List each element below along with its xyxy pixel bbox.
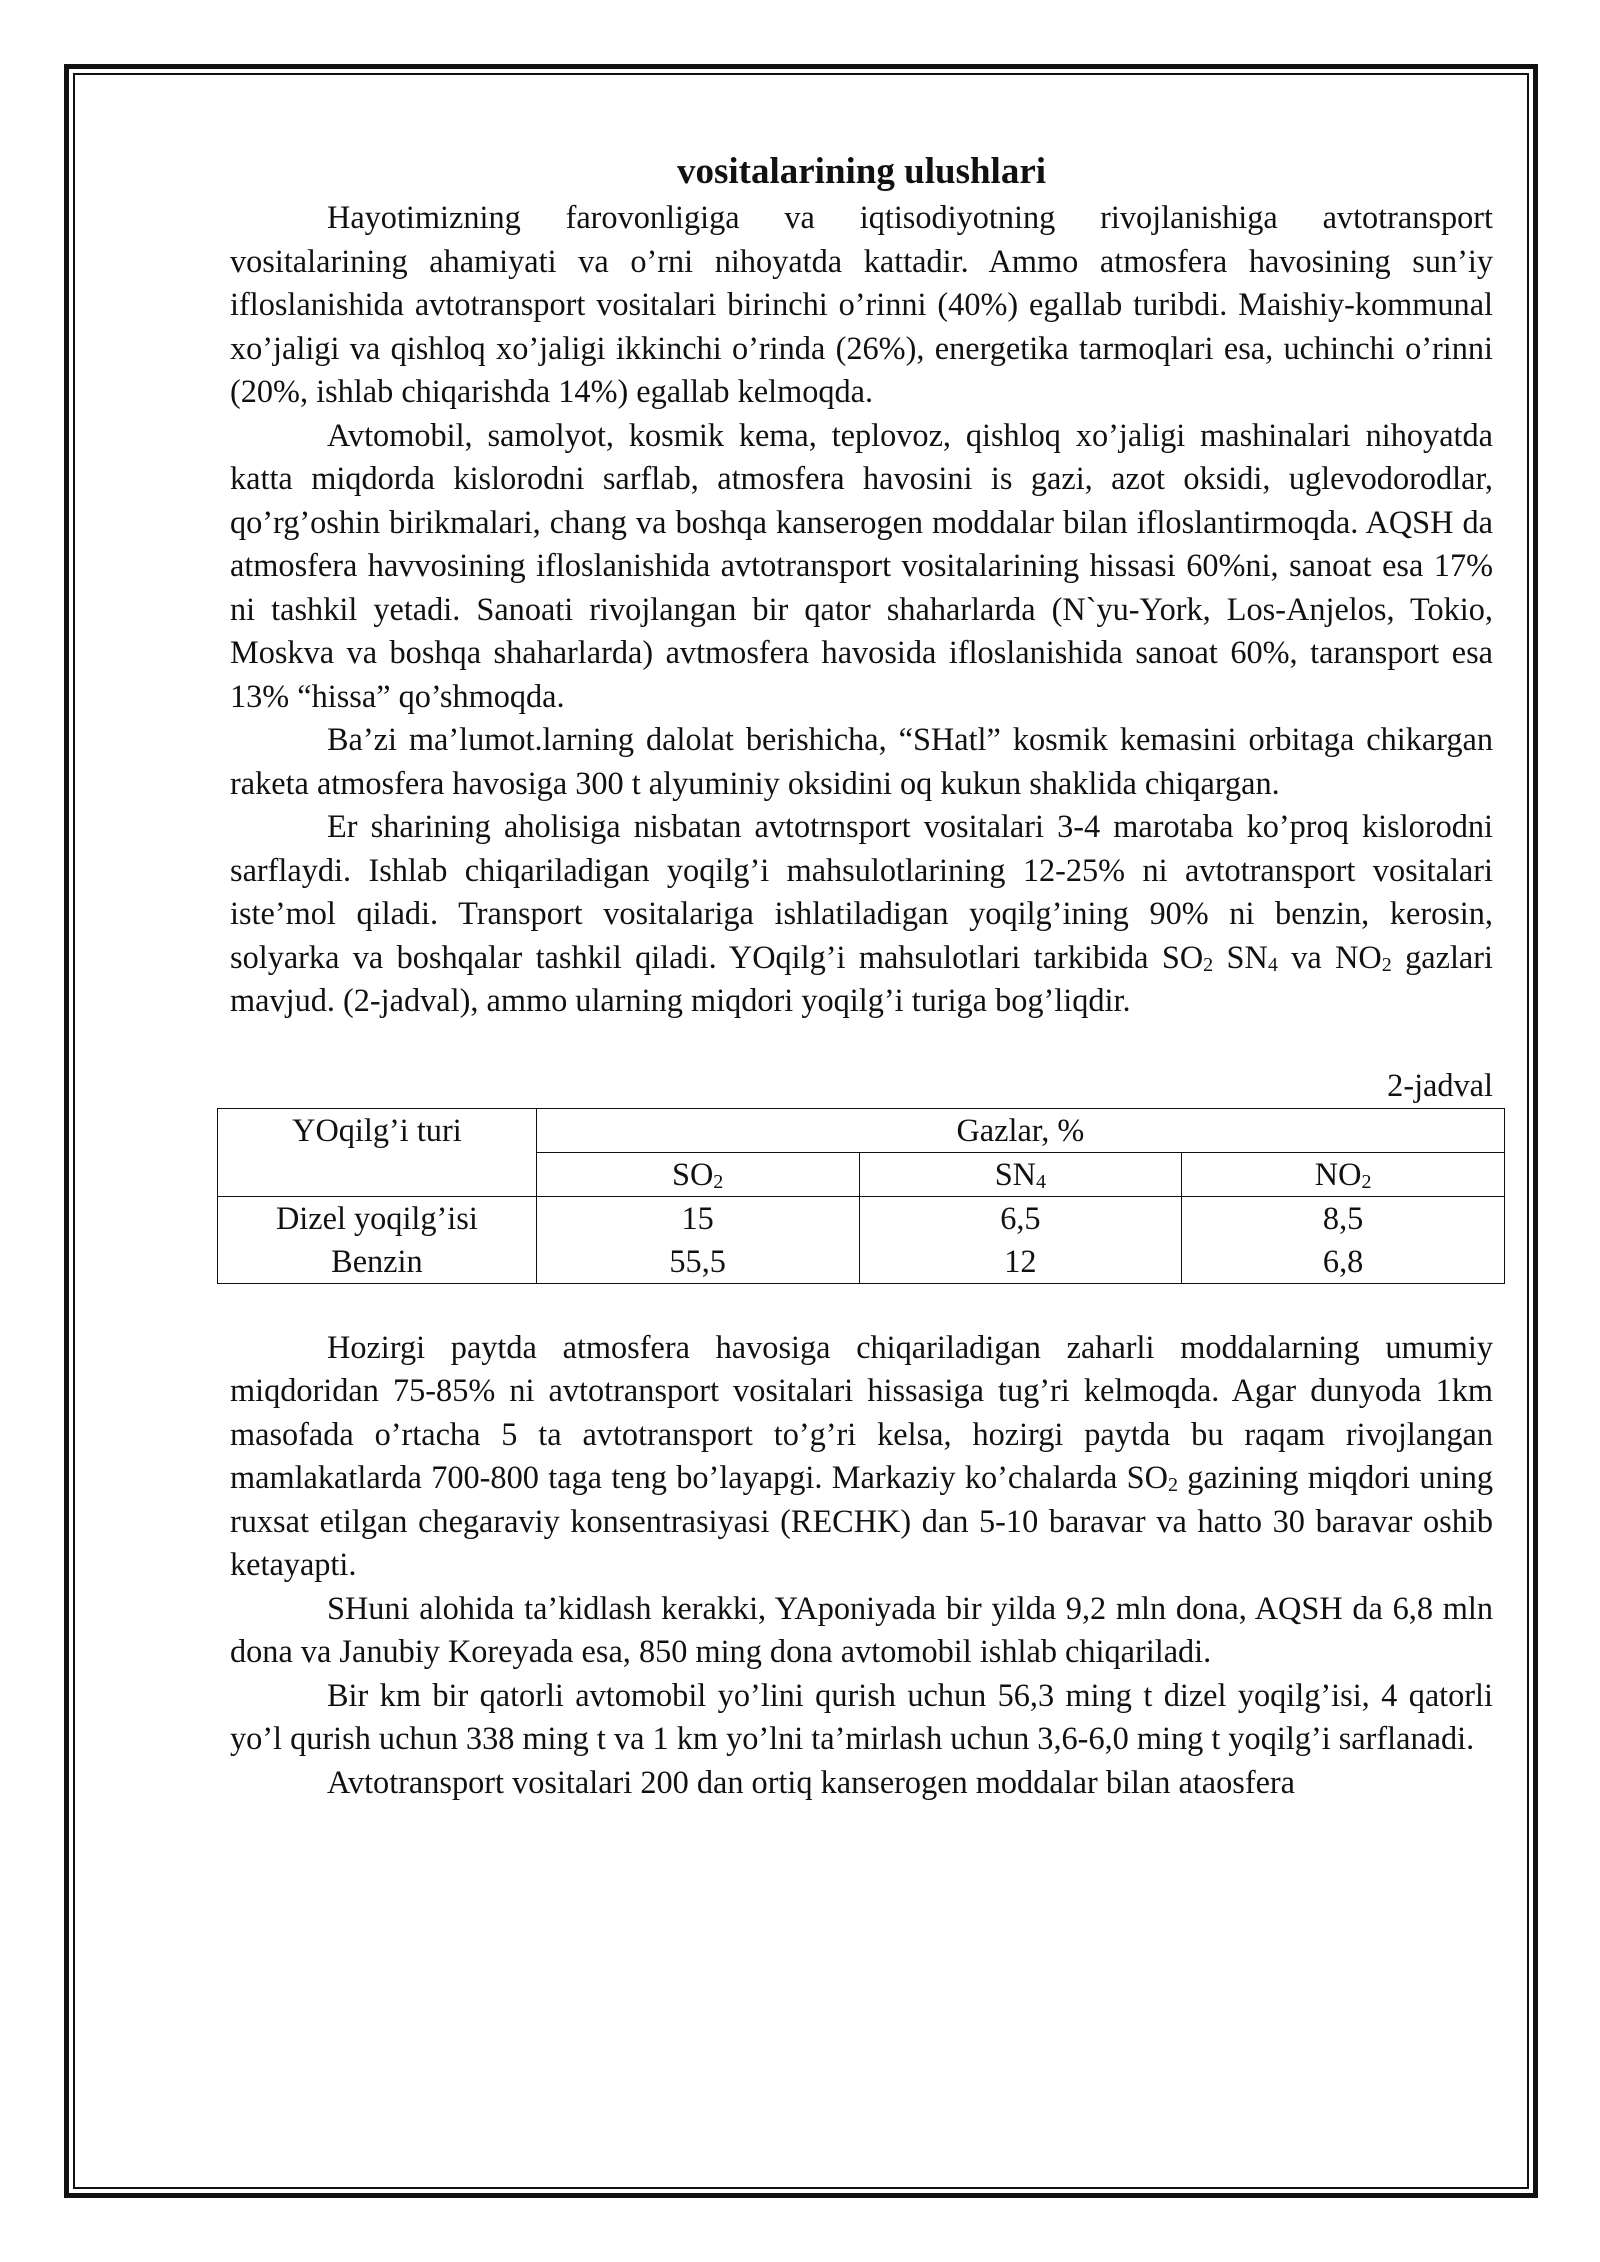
paragraph-3: Ba’zi ma’lumot.larning dalolat berishicha, “SHatl” kosmik kemasini orbitaga chikargan raketa atmosfera havosiga 300 t alyuminiy oksidini oq kukun shaklida chiqargan. bbox=[230, 721, 1493, 801]
paragraph-7: Bir km bir qatorli avtomobil yo’lini qurish uchun 56,3 ming t dizel yoqilg’isi, 4 qatorli yo’l qurish uchun 338 ming t va 1 km yo’lni ta’mirlash uchun 3,6-6,0 ming t yoqilg’i sarflanadi. bbox=[230, 1676, 1493, 1756]
table-cell-value: 55,5 bbox=[536, 1240, 859, 1284]
table-header-fuel: YOqilg’i turi bbox=[218, 1108, 537, 1196]
paragraph-5 bbox=[230, 1326, 1493, 1587]
paragraph-6: SHuni alohida ta’kidlash kerakki, YAponiyada bir yilda 9,2 mln dona, AQSH da 6,8 mln dona va Janubiy Koreyada esa, 850 ming dona avtomobil ishlab chiqariladi. bbox=[230, 1589, 1493, 1669]
table-cell-fuel: Benzin bbox=[218, 1240, 537, 1284]
gas-table bbox=[217, 1108, 1505, 1284]
formula-so2: $SO_2$ bbox=[1161, 938, 1214, 976]
paragraph-4 bbox=[230, 805, 1493, 1023]
formula-sn4: $SN_4$ bbox=[1226, 938, 1278, 976]
table-cell-value: 15 bbox=[536, 1196, 859, 1240]
paragraph-4-text-a: Er sharining aholisiga nisbatan avtotrnsport vositalari 3-4 marotaba ko’proq kislorodni sarflaydi. Ishlab chiqariladigan yoqilg’i mahsulotlarining 12-25% ni avtotransport vositalari iste’mol qiladi. Transport vositalariga ishlatiladigan yoqilg’ining 90% ni benzin, kerosin, solyarka va boshqalar tashkil qiladi. YOqilg’i mahsulotlari tarkibida bbox=[230, 808, 1493, 975]
paragraph-5-text-b: gazining miqdori uning ruxsat etilgan chegaraviy konsentrasiyasi (RECHK) dan 5-10 baravar va hatto 30 baravar oshib ketayapti. bbox=[230, 1459, 1494, 1582]
table-cell-value: 12 bbox=[859, 1240, 1182, 1284]
table-cell-value: 6,8 bbox=[1182, 1240, 1505, 1284]
table-cell-value: 6,5 bbox=[859, 1196, 1182, 1240]
section-heading: vositalarining ulushlari bbox=[676, 151, 1047, 192]
paragraph-8: Avtotransport vositalari 200 dan ortiq kanserogen moddalar bilan ataosfera bbox=[327, 1763, 1296, 1800]
table-row bbox=[218, 1196, 1505, 1240]
table-col-sn4: $SN_4$ bbox=[859, 1152, 1182, 1196]
table-cell-fuel: Dizel yoqilg’isi bbox=[218, 1196, 537, 1240]
paragraph-4-text-b: gazlari mavjud. (2-jadval), ammo ularning miqdori yoqilg’i turiga bog’liqdir. bbox=[230, 938, 1493, 1018]
table-cell-value: 8,5 bbox=[1182, 1196, 1505, 1240]
paragraph-5-text-a: Hozirgi paytda atmosfera havosiga chiqariladigan zaharli moddalarning umumiy miqdoridan 75-85% ni avtotransport vositalari hissasiga tug’ri kelmoqda. Agar dunyoda 1km masofada o’rtacha 5 ta avtotransport to’g’ri kelsa, hozirgi paytda bu raqam rivojlangan mamlakatlarda 700-800 taga teng bo’layapgi. Markaziy ko’chalarda bbox=[230, 1328, 1493, 1495]
table-row bbox=[218, 1240, 1505, 1284]
table-header-gases: Gazlar, % bbox=[536, 1108, 1504, 1152]
table-caption: 2-jadval bbox=[1387, 1066, 1493, 1103]
paragraph-2: Avtomobil, samolyot, kosmik kema, teplovoz, qishloq xo’jaligi mashinalari nihoyatda katta miqdorda kislorodni sarflab, atmosfera havosini is gazi, azot oksidi, uglevodorodlar, qo’rg’oshin birikmalari, chang va boshqa kanserogen moddalar bilan ifloslantirmoqda. AQSH da atmosfera havvosining ifloslanishida avtotransport vositalarining hissasi 60%ni, sanoat esa 17% ni tashkil yetadi. Sanoati rivojlangan bir qator shaharlarda (N`yu-York, Los-Anjelos, Tokio, Moskva va boshqa shaharlarda) avtmosfera havosida ifloslanishida sanoat 60%, taransport esa 13% “hissa” qo’shmoqda. bbox=[230, 416, 1493, 714]
formula-no2: $NO_2$ bbox=[1335, 938, 1392, 976]
table-col-no2: $NO_2$ bbox=[1182, 1152, 1505, 1196]
paragraph-4-text-va: va bbox=[1291, 938, 1322, 975]
table-col-so2: $SO_2$ bbox=[536, 1152, 859, 1196]
formula-so2: $SO_2$ bbox=[1126, 1459, 1178, 1496]
paragraph-1: Hayotimizning farovonligiga va iqtisodiyotning rivojlanishiga avtotransport vositalarining ahamiyati va o’rni nihoyatda kattadir. Ammo atmosfera havosining sun’iy ifloslanishida avtotransport vositalari birinchi o’rinni (40%) egallab turibdi. Maishiy-kommunal xo’jaligi va qishloq xo’jaligi ikkinchi o’rinda (26%), energetika tarmoqlari esa, uchinchi o’rinni (20%, ishlab chiqarishda 14%) egallab kelmoqda. bbox=[230, 199, 1493, 409]
document-body bbox=[230, 150, 1493, 1804]
